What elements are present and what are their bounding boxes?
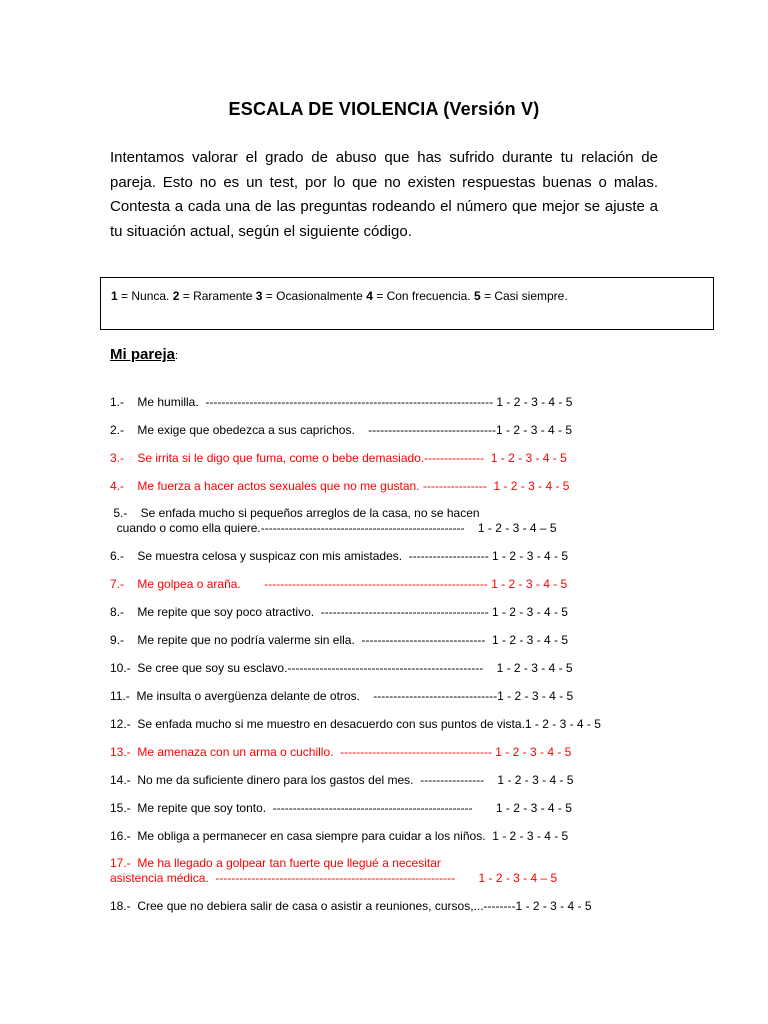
question-item bbox=[110, 661, 573, 676]
code-3-text: = Ocasionalmente bbox=[262, 289, 367, 303]
question-line: 1.- Me humilla. ------------------------------------------------------------------------ 1 - 2 - 3 - 4 - 5 bbox=[110, 395, 573, 409]
intro-paragraph: Intentamos valorar el grado de abuso que has sufrido durante tu relación de pareja. Esto no es un test, por lo que no existen respuestas buenas o malas. Contesta a cada una de las preguntas rodeando el número que mejor se ajuste a tu situación actual, según el siguiente código. bbox=[110, 149, 658, 240]
code-2-number: 2 bbox=[172, 289, 180, 303]
question-line: 15.- Me repite que soy tonto. -------------------------------------------------- 1 - 2 - 3 - 4 - 5 bbox=[110, 801, 572, 815]
question-line: 13.- Me amenaza con un arma o cuchillo. -------------------------------------- 1 - 2 - 3 - 4 - 5 bbox=[110, 745, 572, 759]
response-code-box bbox=[100, 277, 714, 330]
question-line: 7.- Me golpea o araña. -------------------------------------------------------- 1 - 2 - 3 - 4 - 5 bbox=[110, 577, 568, 591]
question-item bbox=[110, 395, 572, 410]
question-item bbox=[110, 773, 573, 788]
question-line: 2.- Me exige que obedezca a sus caprichos. --------------------------------1 - 2 - 3 - 4 - 5 bbox=[110, 423, 573, 437]
question-item bbox=[110, 549, 568, 564]
question-item bbox=[110, 899, 592, 914]
question-line: 3.- Se irrita si le digo que fuma, come o bebe demasiado.--------------- 1 - 2 - 3 - 4 - 5 bbox=[110, 451, 567, 465]
question-line: 6.- Se muestra celosa y suspicaz con mis amistades. -------------------- 1 - 2 - 3 - 4 - 5 bbox=[110, 549, 569, 563]
code-5-text: = Casi siempre. bbox=[480, 289, 568, 303]
question-line: 10.- Se cree que soy su esclavo.------------------------------------------------- 1 - 2 - 3 - 4 - 5 bbox=[110, 661, 573, 675]
question-line: 4.- Me fuerza a hacer actos sexuales que no me gustan. ---------------- 1 - 2 - 3 - 4 - 5 bbox=[110, 479, 570, 493]
question-item bbox=[110, 605, 568, 620]
question-line-continued: asistencia médica. ------------------------------------------------------------ 1 - 2 - 3 - 4 – 5 bbox=[110, 871, 558, 885]
question-line: 12.- Se enfada mucho si me muestro en desacuerdo con sus puntos de vista.1 - 2 - 3 - 4 - 5 bbox=[110, 717, 601, 731]
code-4-text: = Con frecuencia. bbox=[372, 289, 474, 303]
page-title: ESCALA DE VIOLENCIA (Versión V) bbox=[228, 99, 540, 119]
code-1-number: 1 bbox=[111, 289, 118, 303]
question-item bbox=[110, 745, 571, 760]
section-label: Mi pareja bbox=[110, 346, 176, 363]
question-item bbox=[110, 423, 572, 438]
question-item bbox=[110, 801, 572, 816]
code-4-number: 4 bbox=[366, 289, 373, 303]
question-item bbox=[110, 829, 568, 844]
question-line: 18.- Cree que no debiera salir de casa o asistir a reuniones, cursos,...--------1 - 2 - 3 - 4 - 5 bbox=[110, 899, 592, 913]
question-line: 11.- Me insulta o avergüenza delante de otros. -------------------------------1 - 2 - 3 - 4 - 5 bbox=[110, 689, 574, 703]
question-item bbox=[110, 717, 601, 732]
code-5-number: 5 bbox=[473, 289, 481, 303]
question-line: 16.- Me obliga a permanecer en casa siempre para cuidar a los niños. 1 - 2 - 3 - 4 - 5 bbox=[110, 829, 569, 843]
question-line: 8.- Me repite que soy poco atractivo. ------------------------------------------ 1 - 2 - 3 - 4 - 5 bbox=[110, 605, 568, 619]
question-line-continued: cuando o como ella quiere.--------------------------------------------------- 1 - 2 - 3 - 4 – 5 bbox=[110, 521, 557, 535]
question-line: 9.- Me repite que no podría valerme sin ella. ------------------------------- 1 - 2 - 3 - 4 - 5 bbox=[110, 633, 569, 647]
question-line: 17.- Me ha llegado a golpear tan fuerte que llegué a necesitar bbox=[110, 856, 441, 870]
question-line: 14.- No me da suficiente dinero para los gastos del mes. ---------------- 1 - 2 - 3 - 4 - 5 bbox=[110, 773, 574, 787]
code-2-text: = Raramente bbox=[179, 289, 256, 303]
question-item bbox=[110, 689, 573, 704]
question-item bbox=[110, 451, 567, 466]
question-line: 5.- Se enfada mucho si pequeños arreglos de la casa, no se hacen bbox=[110, 506, 480, 520]
code-3-number: 3 bbox=[255, 289, 263, 303]
code-1-text: = Nunca. bbox=[117, 289, 173, 303]
section-colon: : bbox=[175, 350, 179, 362]
section-heading bbox=[110, 346, 178, 363]
question-item bbox=[110, 479, 569, 494]
question-item bbox=[110, 856, 557, 886]
question-item bbox=[110, 577, 567, 592]
question-item bbox=[110, 506, 557, 536]
question-item bbox=[110, 633, 568, 648]
